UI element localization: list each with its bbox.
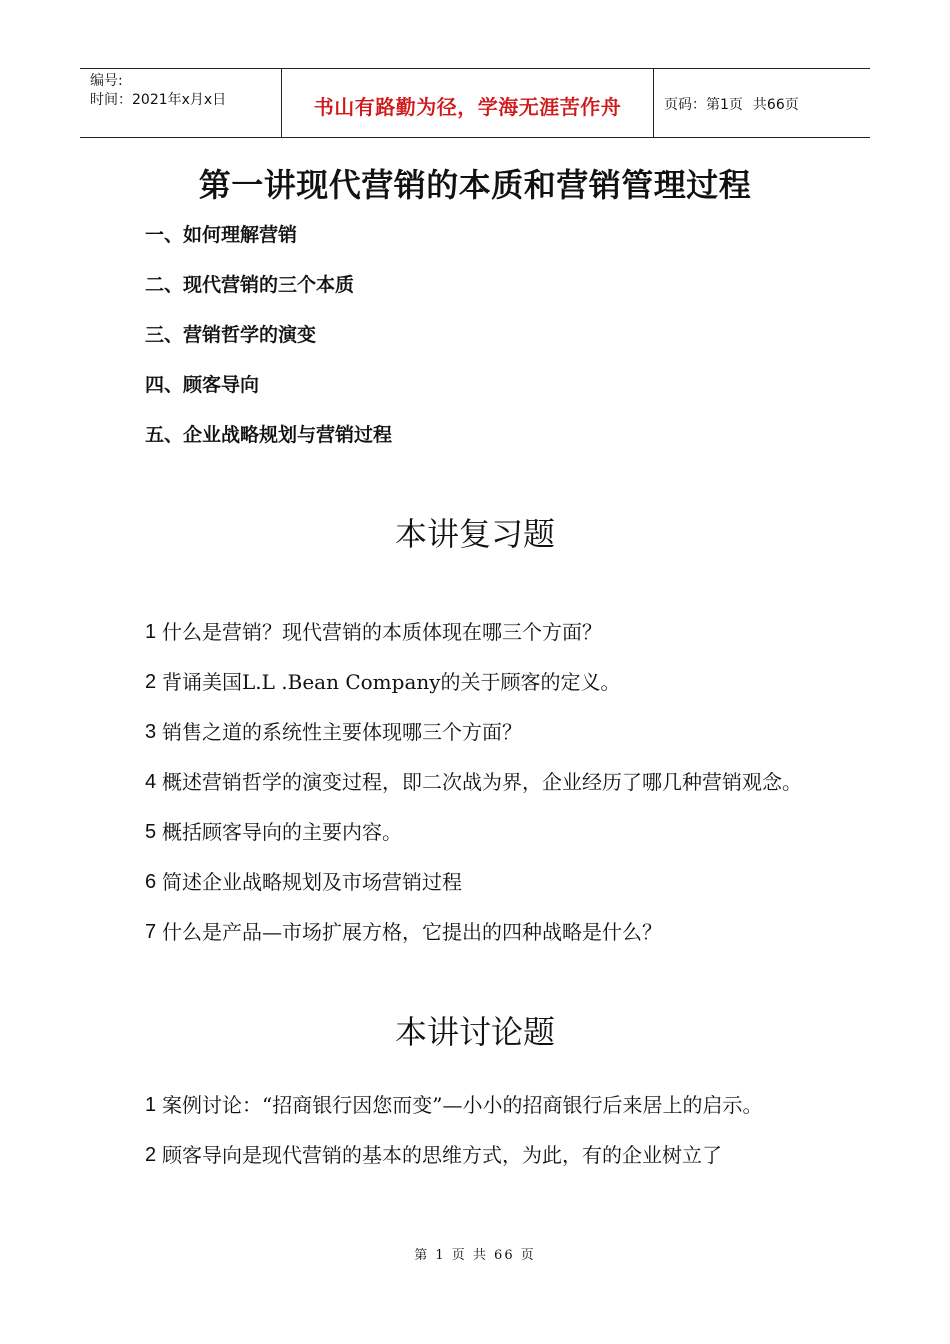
outline-item: 四、顾客导向 xyxy=(145,374,260,396)
header-page-total: 共66页 xyxy=(752,97,799,113)
question-text: 什么是产品—市场扩展方格，它提出的四种战略是什么？ xyxy=(162,920,662,944)
review-question xyxy=(145,807,805,857)
question-number: 4 xyxy=(145,771,157,793)
review-section-title: 本讲复习题 xyxy=(394,515,555,553)
question-text: 顾客导向是现代营销的基本的思维方式，为此，有的企业树立了 xyxy=(162,1143,722,1167)
question-number: 6 xyxy=(145,871,157,893)
lecture-title: 第一讲现代营销的本质和营销管理过程 xyxy=(198,166,752,204)
outline-item: 一、如何理解营销 xyxy=(145,224,298,246)
document-time: 时间：2021年x月x日 xyxy=(90,92,227,108)
question-number: 2 xyxy=(145,671,157,693)
review-question xyxy=(145,607,805,657)
page-footer: 第 1 页 共 66 页 xyxy=(414,1248,536,1263)
document-number-label: 编号: xyxy=(90,73,123,89)
discussion-question xyxy=(145,1130,805,1180)
question-text: 背诵美国L.L .Bean Company的关于顾客的定义。 xyxy=(162,670,621,694)
outline-item: 五、企业战略规划与营销过程 xyxy=(145,424,393,446)
question-text: 概括顾客导向的主要内容。 xyxy=(162,820,402,844)
page-header xyxy=(80,68,870,138)
header-motto: 书山有路勤为径，学海无涯苦作舟 xyxy=(282,69,654,137)
lecture-outline xyxy=(145,217,392,467)
review-questions xyxy=(145,607,805,957)
header-meta xyxy=(80,69,282,137)
review-question xyxy=(145,657,805,707)
header-page-current: 页码：第1页 xyxy=(664,97,743,113)
question-number: 3 xyxy=(145,721,157,743)
review-question xyxy=(145,757,805,807)
review-question xyxy=(145,707,805,757)
review-question xyxy=(145,907,805,957)
question-text: 概述营销哲学的演变过程，即二次战为界，企业经历了哪几种营销观念。 xyxy=(162,770,802,794)
question-number: 1 xyxy=(145,1094,157,1116)
question-text: 销售之道的系统性主要体现哪三个方面？ xyxy=(162,720,522,744)
question-number: 7 xyxy=(145,921,157,943)
question-text: 简述企业战略规划及市场营销过程 xyxy=(162,870,462,894)
outline-item: 三、营销哲学的演变 xyxy=(145,324,317,346)
question-number: 2 xyxy=(145,1144,157,1166)
discussion-question xyxy=(145,1080,805,1130)
review-question xyxy=(145,857,805,907)
question-text: 案例讨论：“招商银行因您而变”—小小的招商银行后来居上的启示。 xyxy=(162,1093,763,1117)
discussion-section-title: 本讲讨论题 xyxy=(394,1013,555,1051)
discussion-questions xyxy=(145,1080,805,1180)
question-number: 1 xyxy=(145,621,157,643)
outline-item: 二、现代营销的三个本质 xyxy=(145,274,355,296)
question-number: 5 xyxy=(145,821,157,843)
question-text: 什么是营销？现代营销的本质体现在哪三个方面？ xyxy=(162,620,602,644)
header-page-info xyxy=(654,69,870,137)
